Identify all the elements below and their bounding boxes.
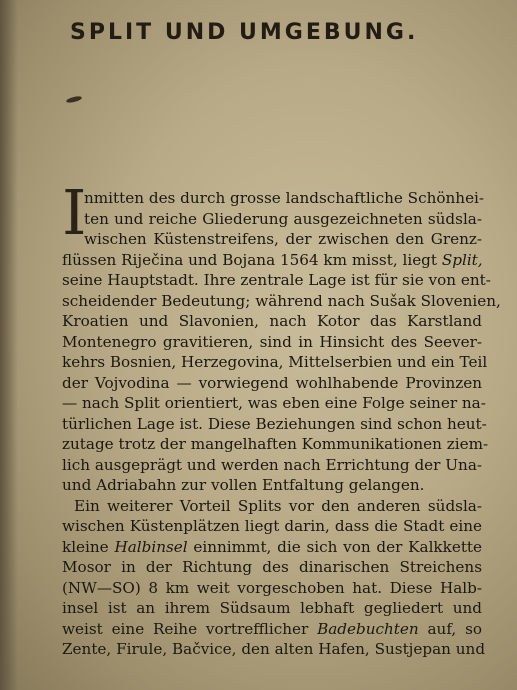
text-line: scheidender Bedeutung; während nach Sušak Slovenien,: [62, 291, 501, 310]
text-line: türlichen Lage ist. Diese Beziehungen sind schon heut-: [62, 414, 487, 433]
body-text: [62, 176, 501, 660]
text-line: seine Hauptstadt. Ihre zentrale Lage ist für sie von ent-: [62, 271, 491, 289]
text-line: insel ist an ihrem Südsaum lebhaft gegliedert und: [62, 599, 482, 617]
italic-term: Badebuchten: [317, 619, 419, 638]
text-line: kehrs Bosnien, Herzegovina, Mittelserbien und ein Teil: [62, 353, 488, 371]
text-segment: einnimmt, die sich von der Kalkkette: [193, 537, 483, 556]
text-line: und Adriabahn zur vollen Entfaltung gelangen.: [62, 476, 425, 494]
text-line: [62, 250, 482, 271]
drop-cap: I: [62, 176, 87, 249]
text-segment: auf, so: [427, 619, 483, 638]
text-line: [62, 619, 482, 640]
italic-term: Halbinsel: [114, 537, 188, 556]
text-segment: flüssen Riječina und Bojana 1564 km misst, liegt: [62, 250, 438, 269]
text-line: Zente, Firule, Bačvice, den alten Hafen, Sustjepan und: [62, 640, 486, 658]
text-line: (NW—SO) 8 km weit vorgeschoben hat. Diese Halb-: [62, 578, 482, 597]
text-line: lich ausgeprägt und werden nach Errichtung der Una-: [62, 455, 483, 474]
text-segment: kleine: [62, 537, 109, 556]
text-line: wischen Küstenstreifens, der zwischen den Grenz-: [84, 230, 482, 248]
text-line: nmitten des durch grosse landschaftliche Schönhei-: [84, 189, 485, 207]
text-line: — nach Split orientiert, was eben eine Folge seiner na-: [62, 394, 486, 412]
page-gutter-shadow: [0, 0, 18, 690]
text-line: Ein weiterer Vorteil Splits vor den anderen südsla-: [74, 496, 482, 515]
text-line: [62, 537, 482, 558]
chapter-heading: SPLIT UND UMGEBUNG.: [70, 20, 419, 45]
italic-term: Split,: [441, 250, 483, 269]
text-line: der Vojvodina — vorwiegend wohlhabende Provinzen: [62, 373, 482, 392]
text-line: Mosor in der Richtung des dinarischen Streichens: [62, 558, 482, 576]
text-segment: weist eine Reihe vortrefflicher: [62, 619, 309, 638]
text-line: Kroatien und Slavonien, nach Kotor das Karstland: [62, 312, 482, 330]
text-line: wischen Küstenplätzen liegt darin, dass die Stadt eine: [62, 517, 482, 535]
text-line: Montenegro gravitieren, sind in Hinsicht des Seever-: [62, 332, 482, 351]
text-line: zutage trotz der mangelhaften Kommunikationen ziem-: [62, 435, 489, 453]
text-line: ten und reiche Gliederung ausgezeichneten südsla-: [84, 209, 482, 228]
ink-smudge: [66, 95, 83, 104]
